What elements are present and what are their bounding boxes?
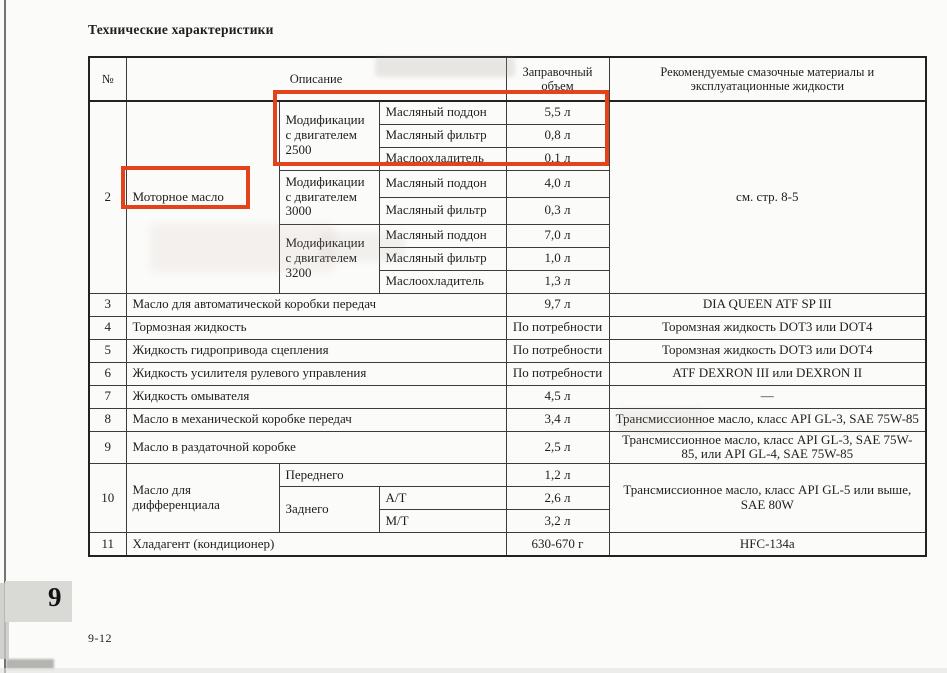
table-row	[89, 316, 926, 339]
item-name: Масляный фильтр	[379, 247, 506, 270]
item-volume: 7,0 л	[506, 224, 609, 247]
row-label: Тормозная жидкость	[126, 316, 506, 339]
row-recommended: Торомзная жидкость DOT3 или DOT4	[609, 339, 926, 362]
row10-rear-mt-label: М/Т	[379, 510, 506, 533]
header-num: №	[89, 57, 126, 101]
row-label: Масло для автоматической коробки передач	[126, 293, 506, 316]
table-row	[89, 533, 926, 556]
item-volume: 1,0 л	[506, 247, 609, 270]
row10-front-volume: 1,2 л	[506, 464, 609, 487]
table-row	[89, 431, 926, 464]
row11-volume: 630-670 г	[506, 533, 609, 556]
item-name: Масляный фильтр	[379, 197, 506, 224]
row11-num: 11	[89, 533, 126, 556]
item-name: Масляный поддон	[379, 101, 506, 124]
row-num: 5	[89, 339, 126, 362]
row10-rear-mt-volume: 3,2 л	[506, 510, 609, 533]
row2-label: Моторное масло	[126, 101, 279, 293]
row11-label: Хладагент (кондиционер)	[126, 533, 506, 556]
header-volume: Заправочный объем	[506, 57, 609, 101]
engine-2500-cell: Модификации с двигателем 2500	[279, 101, 379, 170]
row-volume: 9,7 л	[506, 293, 609, 316]
row-volume: 4,5 л	[506, 385, 609, 408]
row11-recommended: HFC-134a	[609, 533, 926, 556]
row-num: 3	[89, 293, 126, 316]
header-description: Описание	[126, 57, 506, 101]
item-volume: 0,8 л	[506, 124, 609, 147]
row10-rear-at-volume: 2,6 л	[506, 487, 609, 510]
row2-num: 2	[89, 101, 126, 293]
row-recommended: Торомзная жидкость DOT3 или DOT4	[609, 316, 926, 339]
row-volume: 3,4 л	[506, 408, 609, 431]
item-volume: 4,0 л	[506, 170, 609, 197]
row-num: 9	[89, 431, 126, 464]
row-recommended: ATF DEXRON III или DEXRON II	[609, 362, 926, 385]
chapter-tab-number: 9	[48, 582, 62, 612]
item-volume: 1,3 л	[506, 270, 609, 293]
scan-edge-line	[4, 0, 6, 673]
row-recommended: Трансмиссионное масло, класс API GL-3, SAE 75W-85, или API GL-4, SAE 75W-85	[609, 431, 926, 464]
row-label: Жидкость гидропривода сцепления	[126, 339, 506, 362]
table-row	[89, 385, 926, 408]
row-label: Масло в раздаточной коробке	[126, 431, 506, 464]
chapter-tab-band	[5, 581, 72, 622]
row-recommended: DIA QUEEN ATF SP III	[609, 293, 926, 316]
row-volume: По потребности	[506, 316, 609, 339]
engine-3000-cell: Модификации с двигателем 3000	[279, 170, 379, 224]
row-recommended: Трансмиссионное масло, класс API GL-3, SAE 75W-85	[609, 408, 926, 431]
row10-recommended: Трансмиссионное масло, класс API GL-5 или выше, SAE 80W	[609, 464, 926, 533]
item-name: Масляный фильтр	[379, 124, 506, 147]
row10-label: Масло для дифференциала	[126, 464, 279, 533]
row-label: Жидкость омывателя	[126, 385, 506, 408]
item-name: Маслоохладитель	[379, 270, 506, 293]
row10-front-label: Переднего	[279, 464, 506, 487]
table-row	[89, 464, 926, 487]
row-num: 4	[89, 316, 126, 339]
item-volume: 5,5 л	[506, 101, 609, 124]
row-num: 7	[89, 385, 126, 408]
row-recommended: —	[609, 385, 926, 408]
row-volume: По потребности	[506, 362, 609, 385]
row2-recommended: см. стр. 8-5	[609, 101, 926, 293]
page-title: Технические характеристики	[88, 22, 274, 37]
highlight-rect-engine-oil	[121, 166, 250, 209]
highlight-rect-engine-2500	[273, 90, 609, 166]
item-name: Маслоохладитель	[379, 147, 506, 170]
engine-3200-cell: Модификации с двигателем 3200	[279, 224, 379, 293]
table-row	[89, 293, 926, 316]
item-name: Масляный поддон	[379, 224, 506, 247]
row10-rear-label: Заднего	[279, 487, 379, 533]
scan-bottom-strip	[0, 668, 947, 673]
row-volume: 2,5 л	[506, 431, 609, 464]
row-num: 8	[89, 408, 126, 431]
row-label: Масло в механической коробке передач	[126, 408, 506, 431]
item-name: Масляный поддон	[379, 170, 506, 197]
row-volume: По потребности	[506, 339, 609, 362]
table-row	[89, 408, 926, 431]
header-recommended: Рекомендуемые смазочные материалы и эксплуатационные жидкости	[609, 57, 926, 101]
row10-num: 10	[89, 464, 126, 533]
item-volume: 0,1 л	[506, 147, 609, 170]
table-row	[89, 362, 926, 385]
row-label: Жидкость усилителя рулевого управления	[126, 362, 506, 385]
page-number: 9-12	[88, 631, 112, 645]
item-volume: 0,3 л	[506, 197, 609, 224]
row10-rear-at-label: А/Т	[379, 487, 506, 510]
table-row	[89, 339, 926, 362]
row-num: 6	[89, 362, 126, 385]
